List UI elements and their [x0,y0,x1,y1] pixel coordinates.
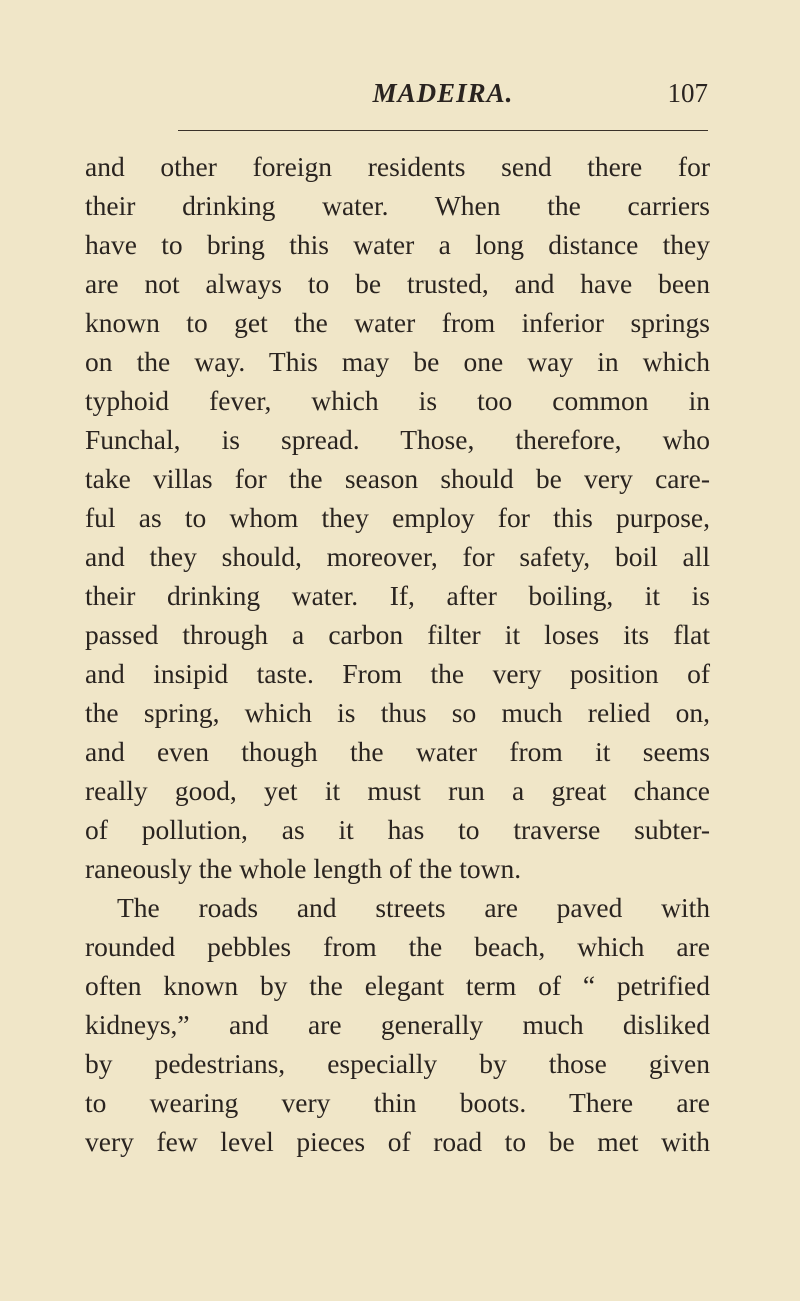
text-line: to wearing very thin boots. There are [85,1087,710,1118]
text-line: known to get the water from inferior springs [85,307,710,338]
text-line: very few level pieces of road to be met with [85,1126,710,1157]
text-line: rounded pebbles from the beach, which are [85,931,710,962]
running-title: MADEIRA. [372,78,514,108]
text-line: typhoid fever, which is too common in [85,385,710,416]
text-line: and even though the water from it seems [85,736,710,767]
text-line: raneously the whole length of the town. [85,853,522,884]
running-head [178,78,708,118]
text-line: are not always to be trusted, and have been [85,268,710,299]
text-line: kidneys,” and are generally much disliked [85,1009,710,1040]
page-number: 107 [667,78,708,108]
text-line: Funchal, is spread. Those, therefore, who [85,424,710,455]
text-line: have to bring this water a long distance they [85,229,710,260]
text-line: their drinking water. When the carriers [85,190,710,221]
text-line: take villas for the season should be very care- [85,463,710,494]
text-line: the spring, which is thus so much relied on, [85,697,710,728]
text-line: often known by the elegant term of “ petrified [85,970,710,1001]
header-rule [178,130,708,131]
text-line: and insipid taste. From the very position of [85,658,710,689]
body-text [85,147,710,1161]
text-line: by pedestrians, especially by those given [85,1048,710,1079]
text-line: their drinking water. If, after boiling, it is [85,580,710,611]
text-line: on the way. This may be one way in which [85,346,710,377]
text-line: of pollution, as it has to traverse subter- [85,814,710,845]
text-line: ful as to whom they employ for this purpose, [85,502,710,533]
text-line: and other foreign residents send there for [85,151,710,182]
text-line: and they should, moreover, for safety, boil all [85,541,710,572]
text-line: The roads and streets are paved with [117,892,710,923]
text-line: really good, yet it must run a great chance [85,775,710,806]
text-line: passed through a carbon filter it loses its flat [85,619,710,650]
